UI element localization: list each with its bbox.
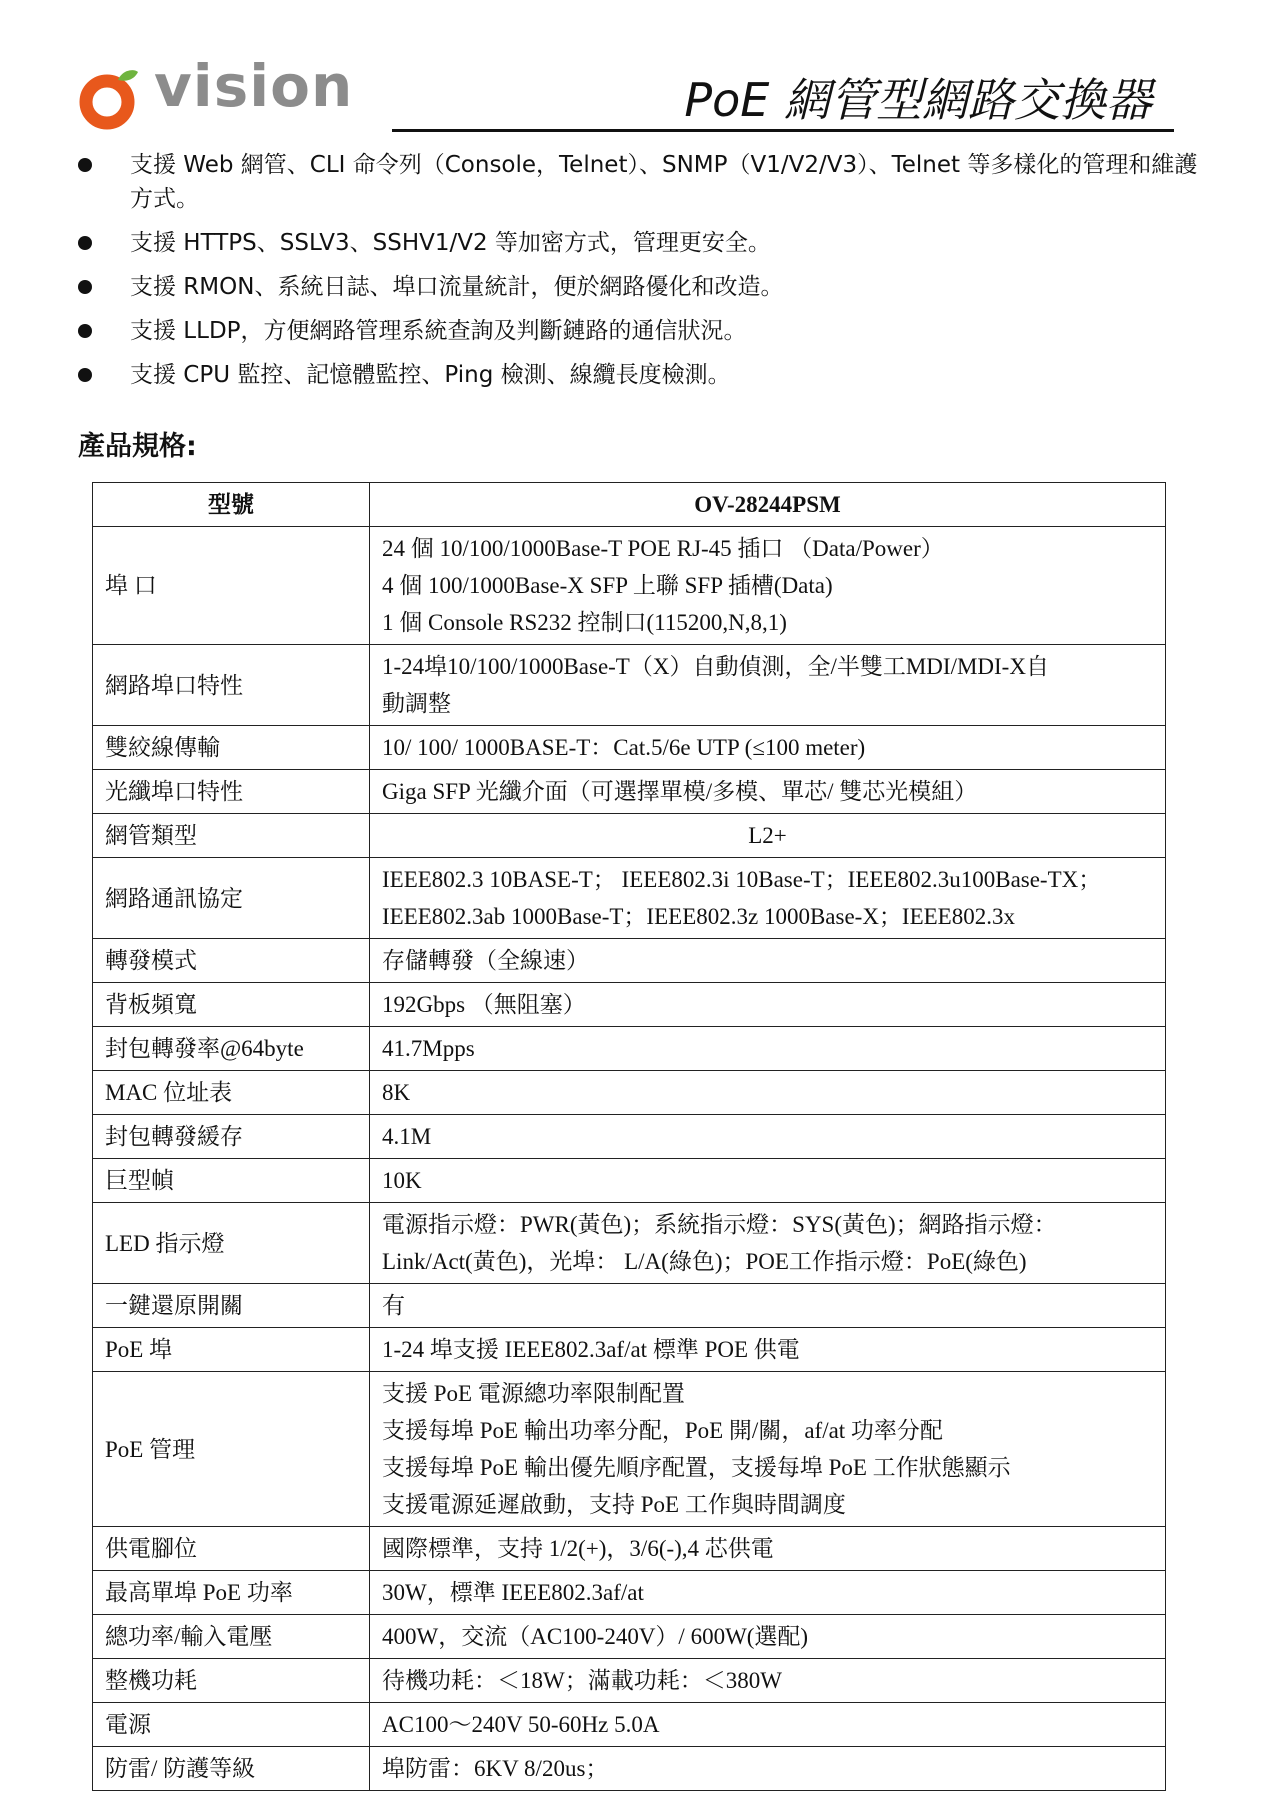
spec-value [370, 1527, 1166, 1571]
bullet-icon [78, 368, 92, 382]
spec-key: 背板頻寬 [93, 983, 370, 1027]
feature-item: 支援 Web 網管、CLI 命令列（Console，Telnet）、SNMP（V1/V2/V3）、Telnet 等多樣化的管理和維護方式。 [78, 148, 1218, 216]
spec-value [370, 645, 1166, 726]
spec-row [93, 1284, 1166, 1328]
feature-list [78, 148, 1218, 402]
spec-value-line: 支援每埠 PoE 輸出優先順序配置，支援每埠 PoE 工作狀態顯示 [382, 1455, 1011, 1480]
spec-value [370, 1703, 1166, 1747]
bullet-icon [78, 158, 92, 172]
spec-value-line: 4.1M [382, 1124, 432, 1149]
spec-key: 網管類型 [93, 814, 370, 858]
spec-row [93, 983, 1166, 1027]
spec-key: 總功率/輸入電壓 [93, 1615, 370, 1659]
spec-key: PoE 埠 [93, 1328, 370, 1372]
spec-value-line: 30W，標準 IEEE802.3af/at [382, 1580, 644, 1605]
spec-value [370, 1615, 1166, 1659]
spec-value-line: 24 個 10/100/1000Base-T POE RJ-45 插口 （Data/Power） [382, 536, 944, 561]
spec-value [370, 1159, 1166, 1203]
spec-row [93, 1659, 1166, 1703]
spec-table-header-row [93, 483, 1166, 527]
spec-row [93, 726, 1166, 770]
spec-value-line: 192Gbps （無阻塞） [382, 992, 586, 1017]
feature-item: 支援 CPU 監控、記憶體監控、Ping 檢測、線纜長度檢測。 [78, 358, 1218, 392]
spec-row [93, 1747, 1166, 1791]
spec-value [370, 527, 1166, 645]
spec-header-key: 型號 [93, 483, 370, 527]
spec-value-line: 電源指示燈：PWR(黃色)；系統指示燈：SYS(黃色)；網路指示燈： [382, 1212, 1057, 1237]
spec-value-line: 1-24 埠支援 IEEE802.3af/at 標準 POE 供電 [382, 1337, 800, 1362]
feature-item: 支援 HTTPS、SSLV3、SSHV1/V2 等加密方式，管理更安全。 [78, 226, 1218, 260]
spec-row [93, 1571, 1166, 1615]
spec-value-line: 1-24埠10/100/1000Base-T（X）自動偵測，全/半雙工MDI/MDI-X自 [382, 654, 1049, 679]
spec-value [370, 1027, 1166, 1071]
spec-value [370, 939, 1166, 983]
spec-row [93, 1527, 1166, 1571]
spec-header-value: OV-28244PSM [370, 483, 1166, 527]
ovision-logo-icon [78, 68, 140, 130]
spec-value [370, 1747, 1166, 1791]
spec-row [93, 1372, 1166, 1527]
spec-value [370, 1372, 1166, 1527]
spec-value [370, 1071, 1166, 1115]
spec-key: 網路埠口特性 [93, 645, 370, 726]
spec-value-line: 動調整 [382, 691, 451, 716]
spec-value-line: 4 個 100/1000Base-X SFP 上聯 SFP 插槽(Data) [382, 573, 833, 598]
spec-key: LED 指示燈 [93, 1203, 370, 1284]
spec-row [93, 1027, 1166, 1071]
spec-key: 防雷/ 防護等級 [93, 1747, 370, 1791]
spec-key: 網路通訊協定 [93, 858, 370, 939]
spec-value-line: IEEE802.3 10BASE-T； IEEE802.3i 10Base-T；IEEE802.3u100Base-TX； [382, 867, 1102, 892]
feature-item: 支援 RMON、系統日誌、埠口流量統計，便於網路優化和改造。 [78, 270, 1218, 304]
spec-row [93, 645, 1166, 726]
spec-row [93, 939, 1166, 983]
bullet-icon [78, 236, 92, 250]
spec-value-line: 埠防雷：6KV 8/20us； [382, 1756, 609, 1781]
spec-key: 一鍵還原開關 [93, 1284, 370, 1328]
spec-value-line: 10/ 100/ 1000BASE-T：Cat.5/6e UTP (≤100 meter) [382, 735, 866, 760]
spec-key: 雙絞線傳輸 [93, 726, 370, 770]
spec-key: 封包轉發率@64byte [93, 1027, 370, 1071]
spec-row [93, 858, 1166, 939]
spec-row [93, 1703, 1166, 1747]
spec-key: 整機功耗 [93, 1659, 370, 1703]
spec-value-line: 10K [382, 1168, 422, 1193]
spec-value-line: 待機功耗：＜18W；滿載功耗：＜380W [382, 1668, 782, 1693]
spec-value [370, 1328, 1166, 1372]
spec-value [370, 1203, 1166, 1284]
spec-value [370, 858, 1166, 939]
spec-row [93, 1328, 1166, 1372]
spec-key: 封包轉發緩存 [93, 1115, 370, 1159]
spec-key: 埠 口 [93, 527, 370, 645]
spec-row [93, 814, 1166, 858]
spec-value [370, 1284, 1166, 1328]
spec-row [93, 1203, 1166, 1284]
spec-key: 最高單埠 PoE 功率 [93, 1571, 370, 1615]
spec-value-line: 存儲轉發（全線速） [382, 948, 589, 973]
spec-value [370, 1115, 1166, 1159]
document-title [392, 72, 1174, 132]
brand-logo [78, 50, 378, 126]
feature-item: 支援 LLDP，方便網路管理系統查詢及判斷鏈路的通信狀況。 [78, 314, 1218, 348]
spec-value-line: AC100～240V 50-60Hz 5.0A [382, 1712, 660, 1737]
spec-value-line: 8K [382, 1080, 411, 1105]
spec-value [370, 814, 1166, 858]
logo-wordmark: vision [154, 52, 354, 120]
spec-row [93, 1159, 1166, 1203]
spec-value-line: Link/Act(黃色)，光埠： L/A(綠色)；POE工作指示燈：PoE(綠色) [382, 1249, 1027, 1274]
spec-value-line: 1 個 Console RS232 控制口(115200,N,8,1) [382, 610, 787, 635]
spec-value-line: 有 [382, 1293, 405, 1318]
spec-value [370, 983, 1166, 1027]
spec-row [93, 527, 1166, 645]
spec-key: MAC 位址表 [93, 1071, 370, 1115]
spec-value-line: 400W，交流（AC100-240V）/ 600W(選配) [382, 1624, 809, 1649]
spec-table [92, 482, 1166, 1791]
spec-value [370, 1571, 1166, 1615]
spec-row [93, 1615, 1166, 1659]
spec-value-line: 支援電源延遲啟動，支持 PoE 工作與時間調度 [382, 1492, 846, 1517]
spec-value-line: Giga SFP 光纖介面（可選擇單模/多模、單芯/ 雙芯光模組） [382, 779, 978, 804]
spec-value-line: 國際標準，支持 1/2(+)，3/6(-),4 芯供電 [382, 1536, 774, 1561]
spec-key: 巨型幀 [93, 1159, 370, 1203]
bullet-icon [78, 324, 92, 338]
spec-key: 電源 [93, 1703, 370, 1747]
spec-value [370, 770, 1166, 814]
spec-value-line: 支援 PoE 電源總功率限制配置 [382, 1381, 685, 1406]
spec-value [370, 726, 1166, 770]
spec-value-line: IEEE802.3ab 1000Base-T；IEEE802.3z 1000Base-X；IEEE802.3x [382, 904, 1015, 929]
spec-key: PoE 管理 [93, 1372, 370, 1527]
spec-row [93, 1115, 1166, 1159]
spec-row [93, 1071, 1166, 1115]
document-title-text: PoE 網管型網路交換器 [684, 73, 1152, 127]
spec-key: 供電腳位 [93, 1527, 370, 1571]
bullet-icon [78, 280, 92, 294]
spec-key: 光纖埠口特性 [93, 770, 370, 814]
spec-value-line: 41.7Mpps [382, 1036, 475, 1061]
spec-value-line: 支援每埠 PoE 輸出功率分配，PoE 開/關，af/at 功率分配 [382, 1418, 943, 1443]
spec-key: 轉發模式 [93, 939, 370, 983]
spec-value-line: L2+ [748, 823, 787, 848]
spec-value [370, 1659, 1166, 1703]
spec-heading: 產品規格: [78, 431, 197, 462]
spec-row [93, 770, 1166, 814]
